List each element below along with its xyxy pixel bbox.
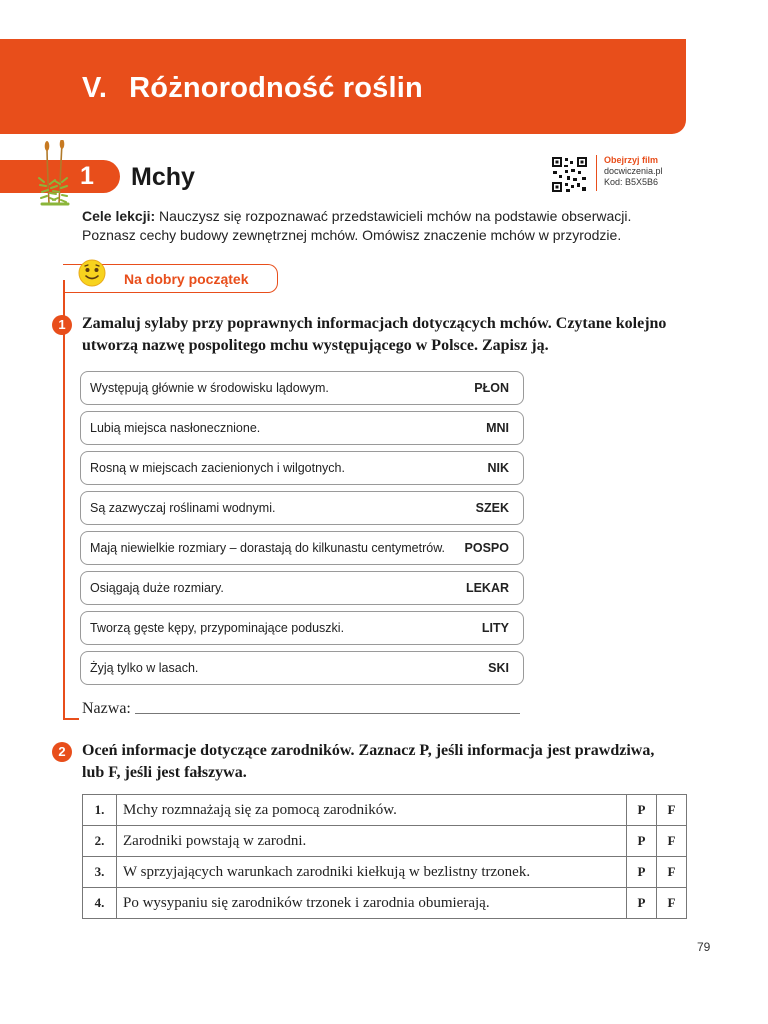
true-option[interactable]: P <box>627 888 657 919</box>
task1-option-1[interactable] <box>80 371 524 405</box>
chapter-number: V. <box>82 72 108 104</box>
option-syllable[interactable]: NIK <box>487 461 509 475</box>
film-info <box>604 155 663 188</box>
table-row <box>83 857 687 888</box>
row-number: 3. <box>83 857 117 888</box>
option-text: Lubią miejsca nasłonecznione. <box>90 421 261 435</box>
option-text: Żyją tylko w lasach. <box>90 661 199 675</box>
page-number: 79 <box>697 940 711 954</box>
chapter-title-text: Różnorodność roślin <box>129 72 423 104</box>
task2-instruction-line1: Oceń informacje dotyczące zarodników. Zaznacz P, jeśli informacja jest prawdziwa, <box>82 742 655 759</box>
task1-option-8[interactable] <box>80 651 524 685</box>
lesson-title: Mchy <box>131 163 195 191</box>
true-option[interactable]: P <box>627 795 657 826</box>
row-statement: Mchy rozmnażają się za pomocą zarodników. <box>117 795 627 826</box>
qr-code-icon[interactable] <box>551 156 588 193</box>
option-syllable[interactable]: POSPO <box>464 541 509 555</box>
task1-option-5[interactable] <box>80 531 524 565</box>
film-code: Kod: B5X5B6 <box>604 177 659 187</box>
lesson-goals <box>82 207 642 245</box>
option-text: Rosną w miejscach zacienionych i wilgotnych. <box>90 461 345 475</box>
task1-option-3[interactable] <box>80 451 524 485</box>
row-number: 1. <box>83 795 117 826</box>
section-frame-line <box>63 280 65 720</box>
row-statement: W sprzyjających warunkach zarodniki kiełkują w bezlistny trzonek. <box>117 857 627 888</box>
false-option[interactable]: F <box>657 795 687 826</box>
qr-divider <box>596 155 597 191</box>
chapter-title <box>82 72 423 105</box>
option-syllable[interactable]: LITY <box>481 621 509 635</box>
goals-line2: Poznasz cechy budowy zewnętrznej mchów. Omówisz znaczenie mchów w przyrodzie. <box>82 227 622 243</box>
task1-instruction <box>82 313 666 357</box>
option-syllable[interactable]: SZEK <box>475 501 509 515</box>
smiley-icon <box>76 257 108 289</box>
table-row <box>83 795 687 826</box>
option-text: Mają niewielkie rozmiary – dorastają do kilkunastu centymetrów. <box>90 541 446 555</box>
option-syllable[interactable]: PŁON <box>474 381 509 395</box>
option-text: Tworzą gęste kępy, przypominające poduszki. <box>90 621 345 635</box>
task1-option-2[interactable] <box>80 411 524 445</box>
task1-instruction-line1: Zamaluj sylaby przy poprawnych informacjach dotyczących mchów. Czytane kolejno <box>82 315 667 332</box>
option-syllable[interactable]: MNI <box>486 421 509 435</box>
row-number: 2. <box>83 826 117 857</box>
option-syllable[interactable]: LEKAR <box>465 581 509 595</box>
task1-number-badge: 1 <box>52 315 72 335</box>
table-row <box>83 888 687 919</box>
goals-line1: Nauczysz się rozpoznawać przedstawicieli mchów na podstawie obserwacji. <box>159 208 632 224</box>
task2-number-badge: 2 <box>52 742 72 762</box>
row-statement: Po wysypaniu się zarodników trzonek i zarodnia obumierają. <box>117 888 627 919</box>
option-text: Osiągają duże rozmiary. <box>90 581 224 595</box>
option-syllable[interactable]: SKI <box>488 661 509 675</box>
false-option[interactable]: F <box>657 888 687 919</box>
goals-label: Cele lekcji: <box>82 208 156 224</box>
task1-option-7[interactable] <box>80 611 524 645</box>
option-text: Są zazwyczaj roślinami wodnymi. <box>90 501 276 515</box>
true-option[interactable]: P <box>627 826 657 857</box>
task1-option-6[interactable] <box>80 571 524 605</box>
answer-input-line[interactable] <box>135 713 520 714</box>
film-site: docwiczenia.pl <box>604 166 663 176</box>
task2-instruction-line2: lub F, jeśli jest fałszywa. <box>82 764 247 781</box>
table-row <box>83 826 687 857</box>
answer-label: Nazwa: <box>82 700 131 717</box>
true-false-table <box>82 794 687 919</box>
moss-illustration-icon <box>38 140 72 210</box>
task1-option-4[interactable] <box>80 491 524 525</box>
task2-instruction <box>82 740 654 784</box>
lesson-number: 1 <box>80 162 94 190</box>
row-statement: Zarodniki powstają w zarodni. <box>117 826 627 857</box>
start-section-label: Na dobry początek <box>124 271 249 287</box>
false-option[interactable]: F <box>657 826 687 857</box>
row-number: 4. <box>83 888 117 919</box>
false-option[interactable]: F <box>657 857 687 888</box>
true-option[interactable]: P <box>627 857 657 888</box>
option-text: Występują głównie w środowisku lądowym. <box>90 381 329 395</box>
task1-instruction-line2: utworzą nazwę pospolitego mchu występującego w Polsce. Zapisz ją. <box>82 337 549 354</box>
film-link-label[interactable]: Obejrzyj film <box>604 155 659 165</box>
section-frame-hook <box>63 718 79 720</box>
